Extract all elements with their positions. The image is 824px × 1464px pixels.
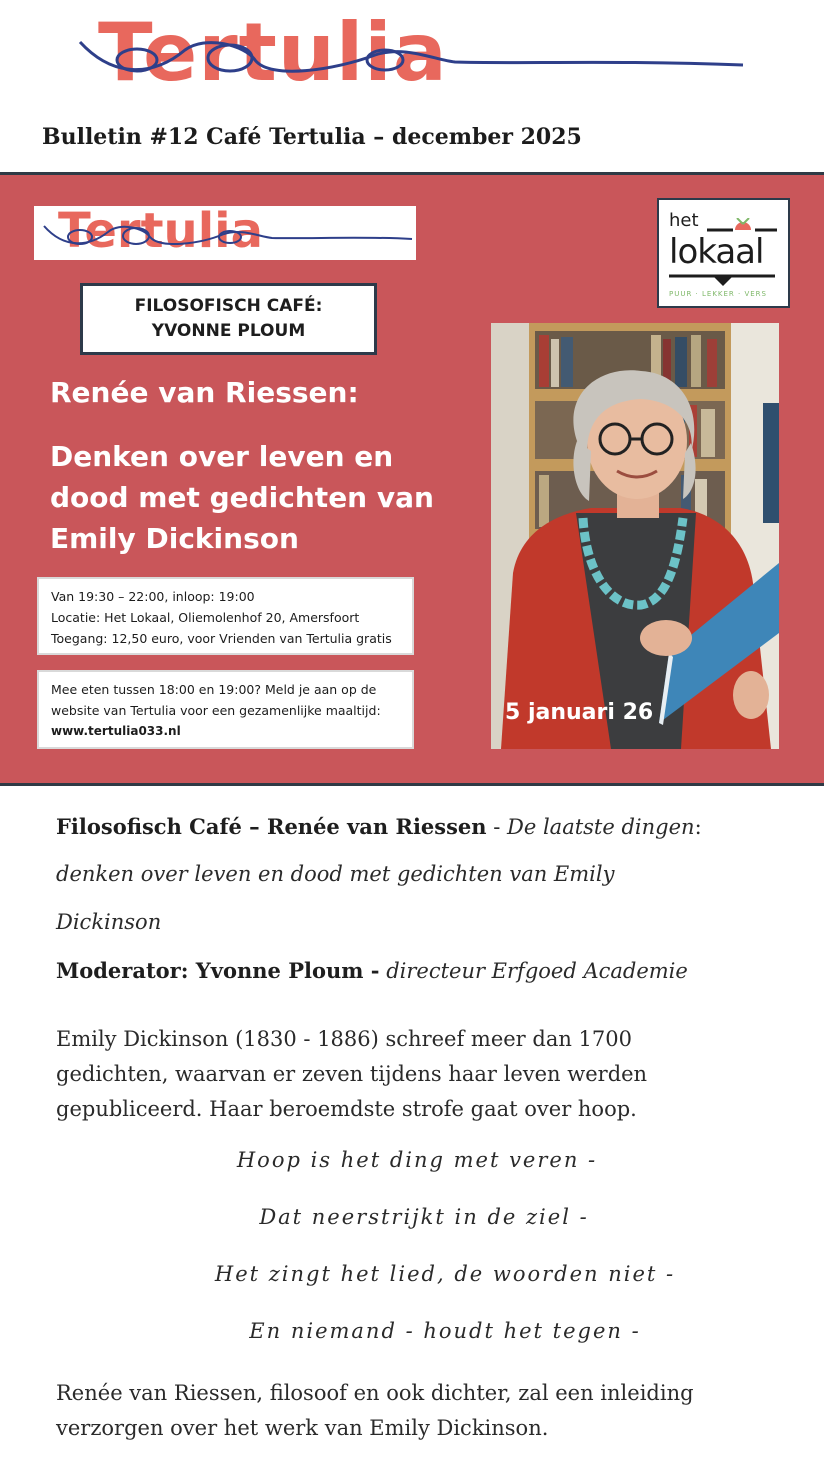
event-title-line: Denken over leven en — [50, 440, 394, 473]
time-info: Van 19:30 – 22:00, inloop: 19:00 — [51, 589, 255, 604]
intro-paragraph — [56, 1022, 647, 1127]
article-heading-subtitle-line: denken over leven en dood met gedichten van Emily — [56, 862, 615, 886]
website-link[interactable]: www.tertulia033.nl — [51, 724, 181, 738]
event-title-line: Emily Dickinson — [50, 522, 299, 555]
poem-line: Het zingt het lied, de woorden niet - — [214, 1262, 676, 1286]
lokaal-bar-icon — [669, 274, 777, 288]
article-heading-line — [56, 814, 702, 839]
tertulia-logo: Tertulia — [98, 6, 448, 99]
poster-tertulia-logo: Tertulia — [58, 203, 264, 259]
dinner-info-box — [37, 670, 414, 749]
moderator-label: Moderator: Yvonne Ploum - — [56, 958, 380, 983]
het-lokaal-logo — [657, 198, 790, 308]
speaker-portrait-photo — [491, 323, 779, 749]
dinner-info-line: Mee eten tussen 18:00 en 19:00? Meld je aan op de — [51, 682, 377, 697]
practical-info-box — [37, 577, 414, 655]
lokaal-tagline: PUUR · LEKKER · VERS — [669, 290, 767, 298]
location-info: Locatie: Het Lokaal, Oliemolenhof 20, Amersfoort — [51, 610, 360, 625]
moderator-line — [56, 958, 688, 983]
outro-paragraph — [56, 1376, 694, 1446]
event-type-line: FILOSOFISCH CAFÉ: — [134, 296, 323, 316]
paragraph-line: gepubliceerd. Haar beroemdste strofe gaat over hoop. — [56, 1097, 637, 1121]
article-heading-title: Filosofisch Café – Renée van Riessen — [56, 814, 487, 839]
article-heading-separator: - — [486, 815, 508, 839]
article-heading-colon: : — [694, 815, 702, 839]
logo-scribble-line — [75, 20, 755, 90]
paragraph-line: Emily Dickinson (1830 - 1886) schreef meer dan 1700 — [56, 1027, 633, 1051]
paragraph-line: gedichten, waarvan er zeven tijdens haar leven werden — [56, 1062, 648, 1086]
poem-line: Hoop is het ding met veren - — [236, 1148, 598, 1172]
event-title-line: dood met gedichten van — [50, 481, 434, 514]
poem-line: Dat neerstrijkt in de ziel - — [259, 1205, 589, 1229]
poster-logo-scribble-line — [40, 212, 416, 256]
poem-line: En niemand - houdt het tegen - — [249, 1319, 641, 1343]
event-date: 5 januari 26 — [505, 700, 654, 725]
moderator-role: directeur Erfgoed Academie — [379, 959, 688, 983]
moderator-name-line: YVONNE PLOUM — [151, 321, 306, 341]
paragraph-line: Renée van Riessen, filosoof en ook dichter, zal een inleiding — [56, 1381, 694, 1405]
event-type-box — [80, 283, 377, 355]
entry-info: Toegang: 12,50 euro, voor Vrienden van Tertulia gratis — [51, 631, 392, 646]
paragraph-line: verzorgen over het werk van Emily Dickinson. — [56, 1416, 549, 1440]
article-heading-subtitle: De laatste dingen — [507, 815, 695, 839]
speaker-name: Renée van Riessen: — [50, 376, 359, 409]
lokaal-het-text: het — [669, 210, 699, 231]
lokaal-word: lokaal — [669, 232, 764, 272]
dinner-info-line: website van Tertulia voor een gezamenlijke maaltijd: — [51, 703, 381, 718]
bulletin-title: Bulletin #12 Café Tertulia – december 2025 — [42, 124, 582, 150]
article-heading-subtitle-line: Dickinson — [56, 910, 162, 934]
